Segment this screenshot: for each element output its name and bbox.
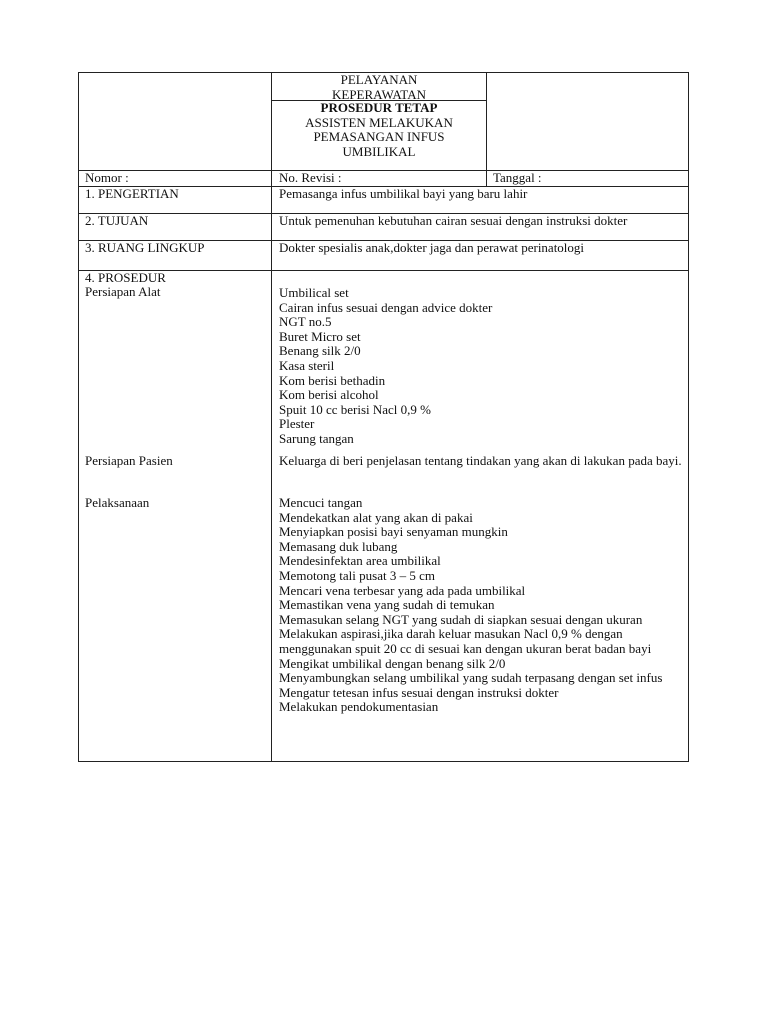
title-line-3: UMBILIKAL	[342, 143, 416, 159]
pelaksanaan-label: Pelaksanaan	[85, 495, 150, 510]
pelaksanaan-step: Mencari vena terbesar yang ada pada umbilikal	[279, 582, 526, 598]
pelaksanaan-step: Memasang duk lubang	[279, 538, 398, 554]
pelaksanaan-list	[279, 496, 689, 715]
alat-item: Plester	[279, 416, 315, 432]
tujuan-label: 2. TUJUAN	[85, 213, 149, 228]
title-line-2: PEMASANGAN INFUS	[313, 129, 445, 145]
pelaksanaan-step: Mengikat umbilikal dengan benang silk 2/0	[279, 655, 506, 671]
ruang-text: Dokter spesialis anak,dokter jaga dan perawat perinatologi	[279, 240, 585, 255]
tanggal-label: Tanggal :	[493, 170, 542, 185]
procedure-title	[271, 101, 487, 159]
pasien-label: Persiapan Pasien	[85, 453, 173, 468]
pelaksanaan-step: Mendekatkan alat yang akan di pakai	[279, 509, 473, 525]
pelaksanaan-step: Menyiapkan posisi bayi senyaman mungkin	[279, 524, 508, 540]
row-divider-prosedur	[79, 270, 688, 271]
alat-label: Persiapan Alat	[85, 284, 161, 299]
ruang-label: 3. RUANG LINGKUP	[85, 240, 205, 255]
pelaksanaan-step: Mendesinfektan area umbilikal	[279, 553, 441, 569]
pelaksanaan-step: Melakukan aspirasi,jika darah keluar masukan Nacl 0,9 % dengan menggunakan spuit 20 cc di sesuai kan dengan ukuran berat badan bayi	[279, 626, 652, 656]
alat-list	[279, 286, 492, 447]
prosedur-label: 4. PROSEDUR	[85, 270, 166, 285]
alat-item: Cairan infus sesuai dengan advice dokter	[279, 299, 493, 315]
tujuan-text: Untuk pemenuhan kebutuhan cairan sesuai dengan instruksi dokter	[279, 213, 628, 228]
pelaksanaan-step: Melakukan pendokumentasian	[279, 699, 439, 715]
alat-item: NGT no.5	[279, 314, 332, 330]
sop-form	[78, 72, 689, 762]
pelaksanaan-step: Memotong tali pusat 3 – 5 cm	[279, 567, 435, 583]
pengertian-text: Pemasanga infus umbilikal bayi yang baru lahir	[279, 186, 528, 201]
pelaksanaan-step: Memastikan vena yang sudah di temukan	[279, 597, 495, 613]
row-divider-meta	[79, 170, 688, 171]
pelaksanaan-step: Memasukan selang NGT yang sudah di siapkan sesuai dengan ukuran	[279, 611, 643, 627]
pelaksanaan-step: Mengatur tetesan infus sesuai dengan instruksi dokter	[279, 684, 559, 700]
alat-item: Spuit 10 cc berisi Nacl 0,9 %	[279, 401, 431, 417]
pelaksanaan-step: Mencuci tangan	[279, 495, 363, 510]
alat-item: Kasa steril	[279, 357, 335, 373]
alat-item: Umbilical set	[279, 285, 349, 300]
alat-item: Kom berisi alcohol	[279, 387, 379, 403]
unit-line-1: PELAYANAN	[340, 72, 418, 87]
unit-line-2: KEPERAWATAN	[332, 86, 426, 102]
column-divider-left	[271, 73, 272, 762]
pelaksanaan-step: Menyambungkan selang umbilikal yang sudah terpasang dengan set infus	[279, 670, 663, 686]
unit-title	[271, 73, 487, 102]
revisi-label: No. Revisi :	[279, 170, 342, 185]
alat-item: Sarung tangan	[279, 430, 354, 446]
alat-item: Benang silk 2/0	[279, 343, 361, 359]
nomor-label: Nomor :	[85, 170, 129, 185]
alat-item: Kom berisi bethadin	[279, 372, 386, 388]
pasien-text: Keluarga di beri penjelasan tentang tindakan yang akan di lakukan pada bayi.	[279, 453, 682, 468]
alat-item: Buret Micro set	[279, 328, 361, 344]
pengertian-label: 1. PENGERTIAN	[85, 186, 179, 201]
title-line-1: ASSISTEN MELAKUKAN	[305, 114, 453, 130]
doc-type: PROSEDUR TETAP	[320, 100, 438, 115]
